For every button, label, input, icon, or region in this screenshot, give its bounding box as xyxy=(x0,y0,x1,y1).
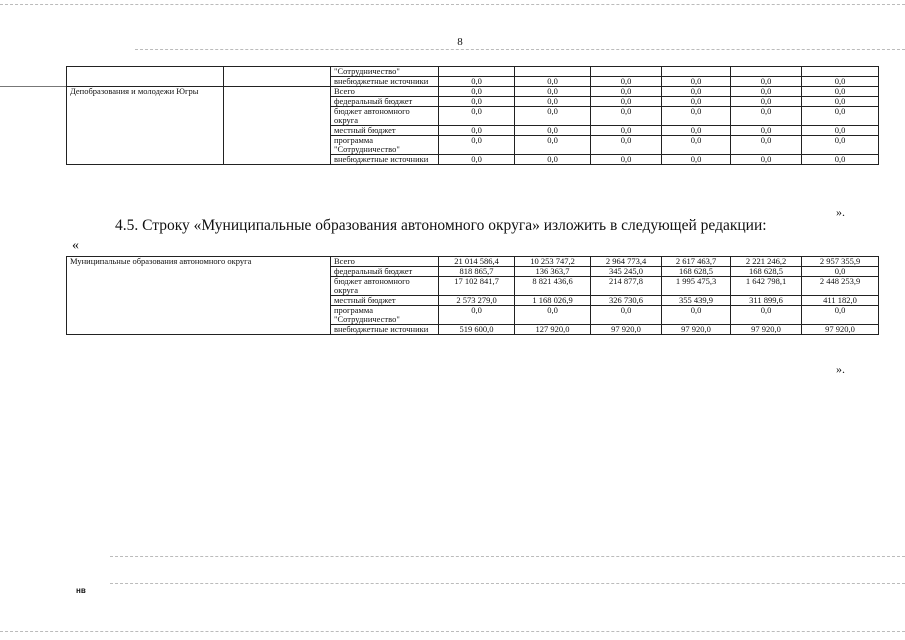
value-cell: 0,0 xyxy=(591,97,662,107)
value-cell: 0,0 xyxy=(731,126,802,136)
source-cell: внебюджетные источники xyxy=(331,155,439,165)
value-cell: 127 920,0 xyxy=(515,325,591,335)
value-cell: 0,0 xyxy=(439,97,515,107)
value-cell: 168 628,5 xyxy=(662,267,731,277)
value-cell: 1 995 475,3 xyxy=(662,277,731,296)
budget-table-2 xyxy=(66,256,879,335)
value-cell: 10 253 747,2 xyxy=(515,257,591,267)
source-cell: программа "Сотрудничество" xyxy=(331,136,439,155)
value-cell: 0,0 xyxy=(439,155,515,165)
value-cell: 97 920,0 xyxy=(591,325,662,335)
value-cell: 0,0 xyxy=(802,77,879,87)
table-row xyxy=(67,257,879,267)
value-cell: 0,0 xyxy=(662,87,731,97)
value-cell: 326 730,6 xyxy=(591,296,662,306)
closing-quote: ». xyxy=(836,205,845,219)
value-cell: 0,0 xyxy=(515,77,591,87)
value-cell: 2 617 463,7 xyxy=(662,257,731,267)
value-cell: 0,0 xyxy=(591,136,662,155)
value-cell: 0,0 xyxy=(731,155,802,165)
value-cell: 0,0 xyxy=(802,97,879,107)
value-cell: 97 920,0 xyxy=(662,325,731,335)
value-cell: 0,0 xyxy=(802,87,879,97)
value-cell: 17 102 841,7 xyxy=(439,277,515,296)
value-cell: 0,0 xyxy=(731,306,802,325)
source-cell: бюджет автономного округа xyxy=(331,107,439,126)
closing-quote: ». xyxy=(836,362,845,376)
scan-artifact-line xyxy=(0,86,66,87)
source-cell: местный бюджет xyxy=(331,126,439,136)
value-cell: 0,0 xyxy=(802,306,879,325)
value-cell: 0,0 xyxy=(439,87,515,97)
value-cell: 8 821 436,6 xyxy=(515,277,591,296)
value-cell: 0,0 xyxy=(802,107,879,126)
value-cell: 0,0 xyxy=(439,77,515,87)
value-cell: 0,0 xyxy=(439,107,515,126)
source-cell: федеральный бюджет xyxy=(331,267,439,277)
value-cell: 0,0 xyxy=(662,155,731,165)
value-cell: 0,0 xyxy=(662,136,731,155)
source-cell: бюджет автономного округа xyxy=(331,277,439,296)
value-cell: 0,0 xyxy=(662,306,731,325)
value-cell: 1 168 026,9 xyxy=(515,296,591,306)
value-cell: 0,0 xyxy=(439,136,515,155)
value-cell: 0,0 xyxy=(802,136,879,155)
value-cell: 0,0 xyxy=(515,155,591,165)
source-cell: программа "Сотрудничество" xyxy=(331,306,439,325)
value-cell: 0,0 xyxy=(731,87,802,97)
scan-artifact-line xyxy=(135,49,905,50)
value-cell: 0,0 xyxy=(591,77,662,87)
value-cell: 21 014 586,4 xyxy=(439,257,515,267)
org-cell: Депобразования и молодежи Югры xyxy=(67,87,224,165)
value-cell: 1 642 798,1 xyxy=(731,277,802,296)
value-cell: 0,0 xyxy=(662,126,731,136)
value-cell: 0,0 xyxy=(515,306,591,325)
value-cell: 0,0 xyxy=(515,126,591,136)
value-cell: 0,0 xyxy=(591,87,662,97)
scan-artifact-line xyxy=(110,583,905,584)
value-cell: 2 957 355,9 xyxy=(802,257,879,267)
value-cell: 136 363,7 xyxy=(515,267,591,277)
value-cell: 0,0 xyxy=(802,126,879,136)
value-cell: 0,0 xyxy=(591,306,662,325)
footer-code: нв xyxy=(76,586,86,595)
value-cell: 0,0 xyxy=(662,107,731,126)
value-cell: 0,0 xyxy=(731,107,802,126)
value-cell: 0,0 xyxy=(591,126,662,136)
table-row xyxy=(67,87,879,97)
scan-artifact-line xyxy=(110,556,905,557)
value-cell: 97 920,0 xyxy=(731,325,802,335)
value-cell: 0,0 xyxy=(802,155,879,165)
value-cell: 0,0 xyxy=(439,306,515,325)
page-number: 8 xyxy=(457,36,463,48)
value-cell: 2 448 253,9 xyxy=(802,277,879,296)
value-cell: 0,0 xyxy=(731,97,802,107)
value-cell: 0,0 xyxy=(515,87,591,97)
value-cell: 0,0 xyxy=(515,97,591,107)
org-cell: Муниципальные образования автономного округа xyxy=(67,257,331,335)
table-row xyxy=(67,67,879,77)
value-cell: 2 573 279,0 xyxy=(439,296,515,306)
value-cell: 2 221 246,2 xyxy=(731,257,802,267)
source-cell: федеральный бюджет xyxy=(331,97,439,107)
value-cell: 0,0 xyxy=(802,267,879,277)
value-cell: 0,0 xyxy=(591,107,662,126)
source-cell: Всего xyxy=(331,87,439,97)
value-cell: 355 439,9 xyxy=(662,296,731,306)
value-cell: 345 245,0 xyxy=(591,267,662,277)
budget-table-1 xyxy=(66,66,879,165)
value-cell: 818 865,7 xyxy=(439,267,515,277)
source-cell: Всего xyxy=(331,257,439,267)
value-cell: 519 600,0 xyxy=(439,325,515,335)
value-cell: 0,0 xyxy=(731,136,802,155)
table-row xyxy=(67,77,879,87)
value-cell: 0,0 xyxy=(591,155,662,165)
source-cell: "Сотрудничество" xyxy=(331,67,439,77)
source-cell: внебюджетные источники xyxy=(331,77,439,87)
value-cell: 0,0 xyxy=(515,136,591,155)
value-cell: 0,0 xyxy=(731,77,802,87)
value-cell: 0,0 xyxy=(662,97,731,107)
value-cell: 0,0 xyxy=(662,77,731,87)
section-heading: 4.5. Строку «Муниципальные образования автономного округа» изложить в следующей редакции: xyxy=(115,217,767,234)
value-cell: 0,0 xyxy=(439,126,515,136)
scan-artifact-line xyxy=(0,4,905,5)
value-cell: 411 182,0 xyxy=(802,296,879,306)
opening-quote: « xyxy=(72,238,79,253)
source-cell: местный бюджет xyxy=(331,296,439,306)
scan-artifact-line xyxy=(0,631,905,632)
source-cell: внебюджетные источники xyxy=(331,325,439,335)
value-cell: 0,0 xyxy=(515,107,591,126)
value-cell: 97 920,0 xyxy=(802,325,879,335)
value-cell: 168 628,5 xyxy=(731,267,802,277)
value-cell: 214 877,8 xyxy=(591,277,662,296)
value-cell: 2 964 773,4 xyxy=(591,257,662,267)
value-cell: 311 899,6 xyxy=(731,296,802,306)
